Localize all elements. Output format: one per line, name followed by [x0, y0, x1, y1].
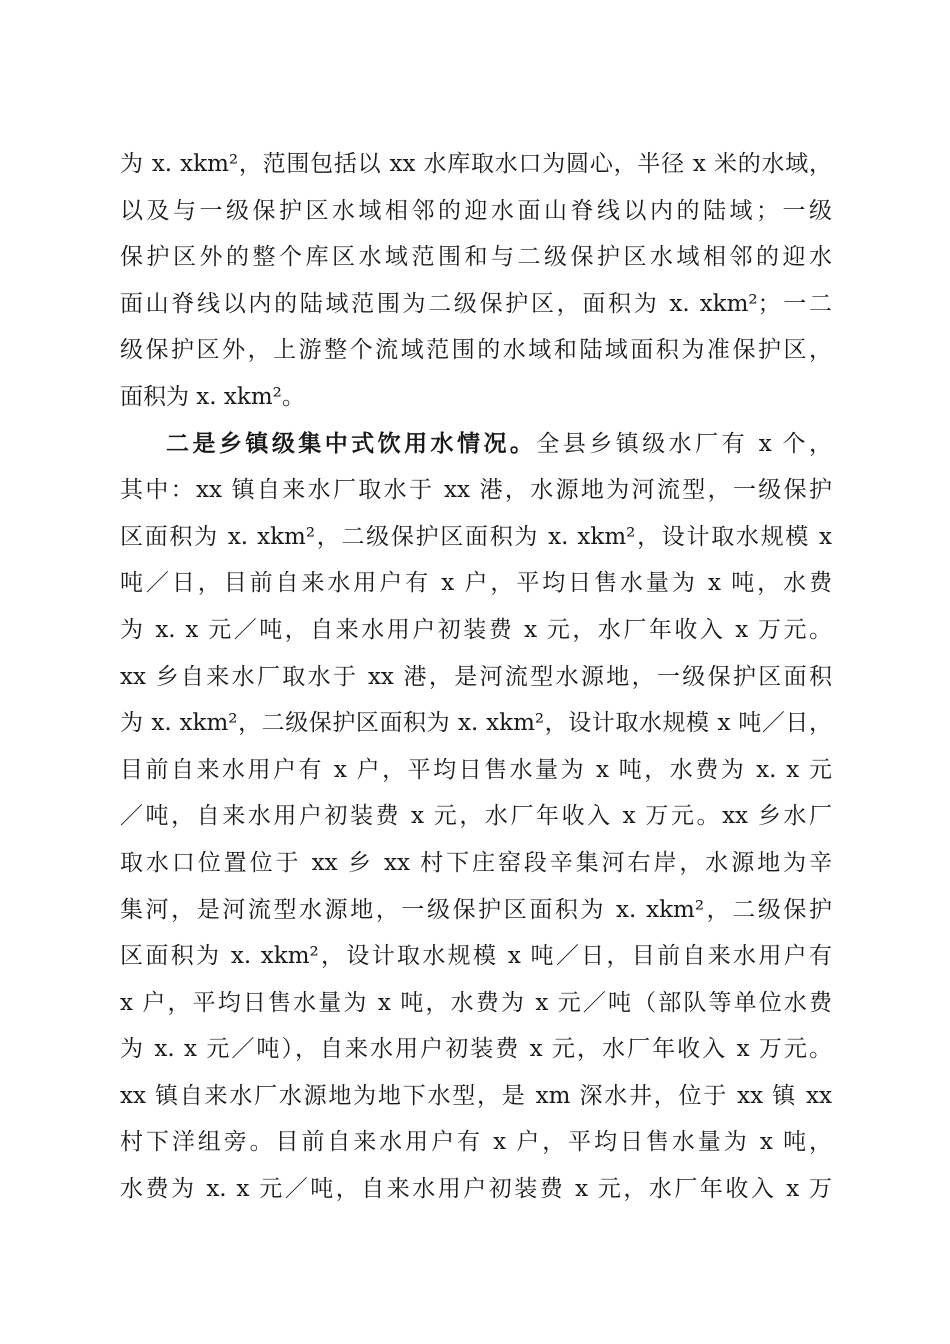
- text-line: 面积为 x. xkm²。: [120, 383, 305, 410]
- text-line: 村下洋组旁。目前自来水用户有 x 户，平均日售水量为 x 吨，: [120, 1129, 832, 1156]
- text-line: xx 乡自来水厂取水于 xx 港，是河流型水源地，一级保护区面积: [120, 663, 832, 690]
- paragraph-heading-line: [120, 421, 832, 468]
- text-line: 其中：xx 镇自来水厂取水于 xx 港，水源地为河流型，一级保护: [120, 477, 832, 504]
- text-line: 为 x. x 元／吨），自来水用户初装费 x 元，水厂年收入 x 万元。: [120, 1036, 832, 1063]
- text-line: 目前自来水用户有 x 户，平均日售水量为 x 吨，水费为 x. x 元: [120, 756, 832, 783]
- text-line: 取水口位置位于 xx 乡 xx 村下庄窑段辛集河右岸，水源地为辛: [120, 849, 832, 876]
- text-line: xx 镇自来水厂水源地为地下水型，是 xm 深水井，位于 xx 镇 xx: [120, 1082, 832, 1109]
- text-line: 区面积为 x. xkm²，二级保护区面积为 x. xkm²，设计取水规模 x: [120, 523, 832, 550]
- text-line: 集河，是河流型水源地，一级保护区面积为 x. xkm²，二级保护: [120, 896, 832, 923]
- text-line: 为 x. xkm²，二级保护区面积为 x. xkm²，设计取水规模 x 吨／日，: [120, 710, 832, 737]
- text-line: 级保护区外，上游整个流域范围的水域和陆域面积为准保护区，: [120, 337, 832, 364]
- text-line: 区面积为 x. xkm²，设计取水规模 x 吨／日，目前自来水用户有: [120, 943, 832, 970]
- text-line: 为 x. xkm²，范围包括以 xx 水库取水口为圆心，半径 x 米的水域，: [120, 151, 832, 177]
- text-line: 吨／日，目前自来水用户有 x 户，平均日售水量为 x 吨，水费: [120, 570, 832, 597]
- paragraph-heading-continuation: 全县乡镇级水厂有 x 个，: [536, 430, 833, 457]
- text-line: 水费为 x. x 元／吨，自来水用户初装费 x 元，水厂年收入 x 万: [120, 1176, 832, 1203]
- text-line: ／吨，自来水用户初装费 x 元，水厂年收入 x 万元。xx 乡水厂: [120, 803, 832, 830]
- text-line: x 户，平均日售水量为 x 吨，水费为 x 元／吨（部队等单位水费: [120, 989, 832, 1016]
- text-line: 为 x. x 元／吨，自来水用户初装费 x 元，水厂年收入 x 万元。: [120, 616, 832, 643]
- text-line: 以及与一级保护区水域相邻的迎水面山脊线以内的陆域；一级: [120, 197, 832, 224]
- document-body: [120, 141, 832, 1213]
- text-line: 面山脊线以内的陆域范围为二级保护区，面积为 x. xkm²；一二: [120, 290, 832, 317]
- paragraph-heading: 二是乡镇级集中式饮用水情况。: [166, 429, 537, 457]
- text-line: 保护区外的整个库区水域范围和与二级保护区水域相邻的迎水: [120, 244, 832, 271]
